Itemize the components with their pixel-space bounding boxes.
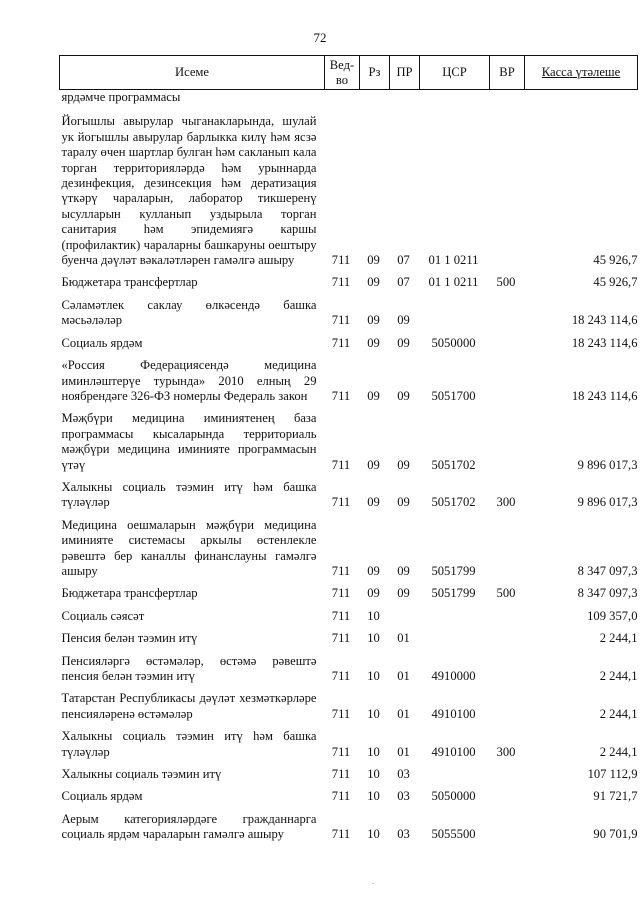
column-header-kassa-text: Касса үтәлеше	[541, 65, 621, 79]
table-row	[60, 626, 638, 648]
row-vr	[490, 353, 525, 406]
row-csr: 01 1 0211	[428, 253, 479, 268]
row-rz: 09	[367, 586, 380, 601]
column-header-rz: Рз	[360, 56, 390, 90]
row-pr	[390, 90, 420, 110]
column-header-csr: ЦСР	[420, 56, 490, 90]
row-rz: 09	[367, 313, 380, 328]
row-name: Йогышлы авырулар чыганакларында, шулай ук йогышлы авырулар барлыкка килү һәм ясзә таралу өчен шартлар булган һәм сакланып кала торган территорияләрдә һәм урыннарда дезинфекция, дезинсекция һәм дератизация үткәрү чараларын, лаборатор тикшеренү ысулларын кулланып уздырыла торган санитария һәм эпидемиягә каршы (профилактик) чараларны башкаруны оештыру буенча дәүләт вәкаләтләрен гамәлгә ашыру	[61, 114, 317, 268]
row-vr	[490, 784, 525, 806]
row-rz: 10	[367, 744, 380, 759]
row-pr: 03	[397, 827, 410, 842]
row-name: Халыкны социаль тәэмин итү һәм башка түләүләр	[61, 479, 317, 510]
row-pr	[390, 604, 420, 626]
row-ved: 711	[331, 457, 351, 472]
row-amount: 90 701,9	[593, 827, 638, 842]
row-vr	[490, 109, 525, 270]
row-name: Бюджетара трансфертлар	[61, 275, 198, 290]
row-pr: 09	[397, 313, 410, 328]
table-row	[60, 724, 638, 762]
table-row	[60, 353, 638, 406]
table-row	[60, 331, 638, 353]
table-row	[60, 604, 638, 626]
row-amount: 9 896 017,3	[577, 457, 638, 472]
row-pr: 09	[397, 586, 410, 601]
row-csr: 4910000	[431, 669, 476, 683]
row-pr: 09	[397, 388, 410, 403]
row-amount: 8 347 097,3	[577, 563, 638, 578]
row-name: Социаль ярдәм	[61, 789, 143, 804]
row-pr: 03	[397, 767, 410, 782]
row-rz: 10	[367, 608, 380, 623]
row-amount: 2 244,1	[599, 631, 638, 646]
row-amount: 8 347 097,3	[577, 586, 638, 601]
table-row	[60, 762, 638, 784]
page-number: 72	[313, 30, 327, 45]
row-name: Пенсияләргә өстәмәләр, өстәмә рәвештә пенсия белән тәэмин итү	[61, 653, 317, 683]
row-name: Халыкны социаль тәэмин итү һәм башка түләүләр	[61, 729, 317, 759]
row-csr: 01 1 0211	[428, 275, 479, 290]
column-header-ved-text: Вед-во	[329, 57, 355, 87]
row-csr: 5050000	[431, 335, 476, 350]
row-vr	[490, 513, 525, 582]
table-header-row	[60, 56, 638, 90]
row-pr: 07	[397, 275, 410, 290]
row-ved: 711	[331, 388, 351, 403]
table-row	[60, 807, 638, 845]
row-amount: 18 243 114,6	[571, 335, 638, 350]
row-csr: 5055500	[431, 827, 476, 842]
row-amount: 18 243 114,6	[571, 313, 638, 328]
row-amount: 9 896 017,3	[577, 495, 638, 510]
row-rz: 10	[367, 789, 380, 804]
row-rz: 09	[367, 335, 380, 350]
row-vr	[490, 604, 525, 626]
row-amount: 107 112,9	[587, 767, 638, 782]
row-vr	[490, 406, 525, 475]
row-vr: 300	[496, 495, 516, 510]
row-rz: 10	[367, 827, 380, 842]
row-name: Медицина оешмаларын мәҗбүри медицина иминияте системасы аркылы өстенлекле рәвештә бер каналлы финанслауны гамәлгә ашыру	[61, 517, 317, 578]
row-vr	[490, 807, 525, 845]
row-name: ярдәмче программасы	[61, 90, 181, 104]
row-ved: 711	[331, 706, 351, 721]
column-header-ved	[325, 56, 360, 90]
row-csr: 5051700	[431, 388, 476, 403]
row-csr	[420, 293, 490, 331]
row-rz: 10	[367, 767, 380, 782]
row-pr: 09	[397, 457, 410, 472]
row-name: «Россия Федерациясендә медицина иминләштерүе турында» 2010 елның 29 ноябрендәге 326-ФЗ номерлы Федераль закон	[61, 358, 317, 403]
row-pr: 09	[397, 563, 410, 578]
row-vr: 500	[496, 586, 516, 601]
row-amount: 45 926,7	[593, 253, 638, 268]
row-rz: 09	[367, 563, 380, 578]
row-name: Мәҗбүри медицина иминиятенең база программасы кысаларында территориаль мәҗбүри медицина иминияте программасын үтәү	[61, 411, 317, 472]
row-ved: 711	[331, 313, 351, 328]
row-vr	[490, 649, 525, 687]
row-name: Халыкны социаль тәэмин итү	[61, 767, 222, 782]
table-row	[60, 784, 638, 806]
scan-mark: .	[372, 876, 375, 886]
row-ved: 711	[331, 789, 351, 804]
row-ved: 711	[331, 631, 351, 646]
table-row	[60, 649, 638, 687]
row-amount: 109 357,0	[587, 608, 638, 623]
row-amount: 45 926,7	[593, 275, 638, 290]
row-pr: 01	[397, 631, 410, 646]
row-name: Сәламәтлек саклау өлкәсендә башка мәсьәләләр	[61, 297, 317, 328]
table-row	[60, 406, 638, 475]
row-ved: 711	[331, 669, 351, 683]
row-ved: 711	[331, 495, 351, 510]
table-row	[60, 90, 638, 110]
row-ved: 711	[331, 253, 351, 268]
row-rz: 10	[367, 706, 380, 721]
row-pr: 09	[397, 495, 410, 510]
row-ved: 711	[331, 563, 351, 578]
row-rz: 09	[367, 275, 380, 290]
row-rz: 09	[367, 253, 380, 268]
table-row	[60, 270, 638, 292]
row-ved: 711	[331, 827, 351, 842]
row-rz: 09	[367, 457, 380, 472]
row-name: Татарстан Республикасы дәүләт хезмәткәрләре пенсияләренә өстәмәләр	[61, 691, 317, 721]
table-row	[60, 513, 638, 582]
row-pr: 01	[397, 706, 410, 721]
row-csr: 4910100	[431, 706, 476, 721]
row-ved: 711	[331, 608, 351, 623]
table-row	[60, 686, 638, 724]
row-vr	[490, 686, 525, 724]
budget-table	[59, 55, 638, 845]
row-name: Пенсия белән тәэмин итү	[61, 631, 198, 646]
table-row	[60, 581, 638, 603]
row-name: Социаль ярдәм	[61, 335, 143, 350]
row-rz	[360, 90, 390, 110]
row-csr: 4910100	[431, 744, 476, 759]
row-csr	[420, 90, 490, 110]
row-rz: 09	[367, 388, 380, 403]
row-pr: 01	[397, 744, 410, 759]
row-ved: 711	[331, 335, 351, 350]
row-pr: 03	[397, 789, 410, 804]
row-csr: 5051702	[431, 457, 476, 472]
row-ved	[325, 90, 360, 110]
row-vr	[490, 762, 525, 784]
column-header-vr: ВР	[490, 56, 525, 90]
row-csr: 5051799	[431, 563, 476, 578]
row-vr	[490, 293, 525, 331]
row-vr	[490, 331, 525, 353]
row-vr	[490, 90, 525, 110]
row-vr: 300	[496, 744, 516, 759]
row-vr: 500	[496, 275, 516, 290]
table-row	[60, 109, 638, 270]
row-pr: 07	[397, 253, 410, 268]
table-row	[60, 293, 638, 331]
row-rz: 09	[367, 495, 380, 510]
row-amount: 2 244,1	[599, 744, 638, 759]
row-pr: 01	[397, 669, 410, 683]
row-amount: 2 244,1	[599, 706, 638, 721]
row-amount: 2 244,1	[599, 669, 638, 683]
row-csr	[420, 604, 490, 626]
row-rz: 10	[367, 631, 380, 646]
row-csr	[420, 626, 490, 648]
row-pr: 09	[397, 335, 410, 350]
row-csr	[420, 762, 490, 784]
row-amount: 91 721,7	[593, 789, 638, 804]
row-amount: 18 243 114,6	[571, 388, 638, 403]
row-csr: 5050000	[431, 789, 476, 804]
row-rz: 10	[367, 669, 380, 683]
row-ved: 711	[331, 586, 351, 601]
row-name: Социаль сәясәт	[61, 608, 145, 623]
row-name: Аерым категорияләрдәге гражданнарга социаль ярдәм чараларын гамәлгә ашыру	[61, 811, 317, 842]
row-amount	[525, 90, 638, 110]
row-ved: 711	[331, 744, 351, 759]
row-ved: 711	[331, 275, 351, 290]
row-csr: 5051799	[431, 586, 476, 601]
column-header-kassa	[525, 56, 638, 90]
column-header-pr: ПР	[390, 56, 420, 90]
row-ved: 711	[331, 767, 351, 782]
row-vr	[490, 626, 525, 648]
column-header-name: Исеме	[60, 56, 325, 90]
table-row	[60, 475, 638, 513]
row-name: Бюджетара трансфертлар	[61, 586, 198, 601]
row-csr: 5051702	[431, 495, 476, 510]
